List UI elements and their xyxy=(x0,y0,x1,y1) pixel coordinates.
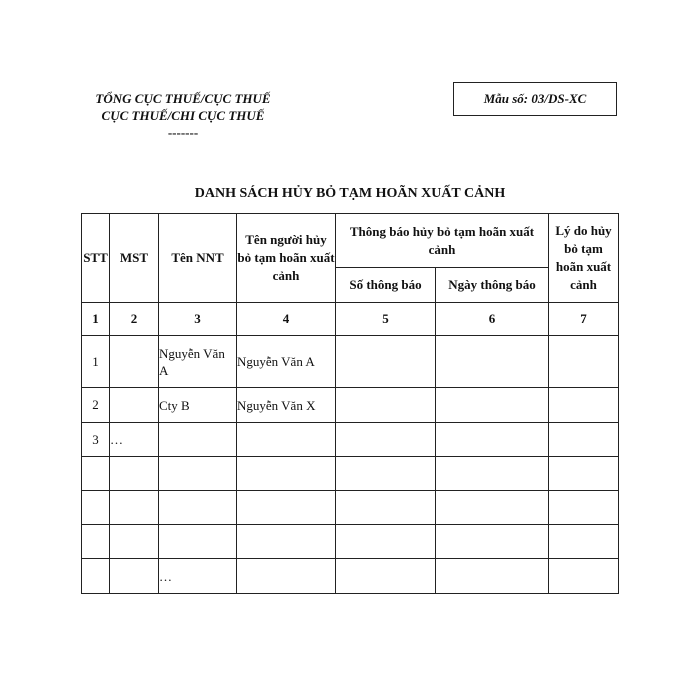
cancellation-table xyxy=(81,213,619,594)
cell-mst xyxy=(110,457,159,491)
header-ly-do: Lý do hủy bỏ tạm hoãn xuất cảnh xyxy=(549,214,619,303)
table-row xyxy=(82,423,619,457)
cell-stt xyxy=(82,525,110,559)
cell-mst xyxy=(110,336,159,388)
cell-ten-nnt: Nguyễn Văn A xyxy=(159,336,237,388)
header-ten-nguoi: Tên người hủy bỏ tạm hoãn xuất cảnh xyxy=(237,214,336,303)
table-row xyxy=(82,336,619,388)
column-number-row xyxy=(82,303,619,336)
column-number: 7 xyxy=(549,303,619,336)
cell-ten-nguoi xyxy=(237,457,336,491)
cell-ten-nnt xyxy=(159,457,237,491)
cell-so-thong-bao xyxy=(336,336,436,388)
cell-stt xyxy=(82,491,110,525)
cell-ly-do xyxy=(549,423,619,457)
cell-so-thong-bao xyxy=(336,457,436,491)
cell-so-thong-bao xyxy=(336,388,436,423)
cell-mst xyxy=(110,559,159,594)
table-row xyxy=(82,457,619,491)
table-row xyxy=(82,388,619,423)
cell-ten-nguoi xyxy=(237,423,336,457)
cell-ngay-thong-bao xyxy=(436,525,549,559)
cell-ten-nnt xyxy=(159,423,237,457)
cell-ly-do xyxy=(549,457,619,491)
cell-ten-nguoi xyxy=(237,525,336,559)
form-code-box xyxy=(453,82,617,116)
header-separator: ------- xyxy=(167,125,199,140)
cell-mst xyxy=(110,491,159,525)
cell-ten-nguoi xyxy=(237,491,336,525)
agency-header xyxy=(78,90,288,141)
header-so-thong-bao: Số thông báo xyxy=(336,268,436,303)
cell-stt: 1 xyxy=(82,336,110,388)
column-number: 2 xyxy=(110,303,159,336)
cell-stt: 2 xyxy=(82,388,110,423)
cell-stt: 3 xyxy=(82,423,110,457)
cell-so-thong-bao xyxy=(336,491,436,525)
cell-so-thong-bao xyxy=(336,559,436,594)
header-ten-nnt: Tên NNT xyxy=(159,214,237,303)
column-number: 3 xyxy=(159,303,237,336)
header-mst: MST xyxy=(110,214,159,303)
agency-line-1: TỔNG CỤC THUẾ/CỤC THUẾ xyxy=(95,91,271,106)
agency-line-2: CỤC THUẾ/CHI CỤC THUẾ xyxy=(101,108,265,123)
cell-so-thong-bao xyxy=(336,423,436,457)
column-number: 1 xyxy=(82,303,110,336)
cell-ly-do xyxy=(549,336,619,388)
cell-ngay-thong-bao xyxy=(436,336,549,388)
column-number: 5 xyxy=(336,303,436,336)
table-row xyxy=(82,491,619,525)
cell-ngay-thong-bao xyxy=(436,388,549,423)
cell-ngay-thong-bao xyxy=(436,423,549,457)
cell-ly-do xyxy=(549,491,619,525)
cell-stt xyxy=(82,457,110,491)
table-row xyxy=(82,559,619,594)
cell-ten-nguoi: Nguyễn Văn A xyxy=(237,336,336,388)
cell-ngay-thong-bao xyxy=(436,457,549,491)
header-stt: STT xyxy=(82,214,110,303)
document-title: DANH SÁCH HỦY BỎ TẠM HOÃN XUẤT CẢNH xyxy=(194,186,506,201)
cell-ly-do xyxy=(549,559,619,594)
header-ngay-thong-bao: Ngày thông báo xyxy=(436,268,549,303)
cell-so-thong-bao xyxy=(336,525,436,559)
cell-ten-nnt: Cty B xyxy=(159,388,237,423)
cell-ly-do xyxy=(549,388,619,423)
cell-ten-nnt: … xyxy=(159,559,237,594)
cell-stt xyxy=(82,559,110,594)
cell-ngay-thong-bao xyxy=(436,559,549,594)
cell-ten-nnt xyxy=(159,525,237,559)
cell-ten-nguoi: Nguyễn Văn X xyxy=(237,388,336,423)
cell-ngay-thong-bao xyxy=(436,491,549,525)
column-number: 6 xyxy=(436,303,549,336)
cell-mst xyxy=(110,525,159,559)
cell-mst xyxy=(110,388,159,423)
header-row-1 xyxy=(82,214,619,268)
form-code: Mẫu số: 03/DS-XC xyxy=(483,91,587,106)
header-thong-bao-group: Thông báo hủy bỏ tạm hoãn xuất cảnh xyxy=(336,214,549,268)
cell-ly-do xyxy=(549,525,619,559)
cell-mst: … xyxy=(110,423,159,457)
cell-ten-nnt xyxy=(159,491,237,525)
column-number: 4 xyxy=(237,303,336,336)
table-row xyxy=(82,525,619,559)
cell-ten-nguoi xyxy=(237,559,336,594)
